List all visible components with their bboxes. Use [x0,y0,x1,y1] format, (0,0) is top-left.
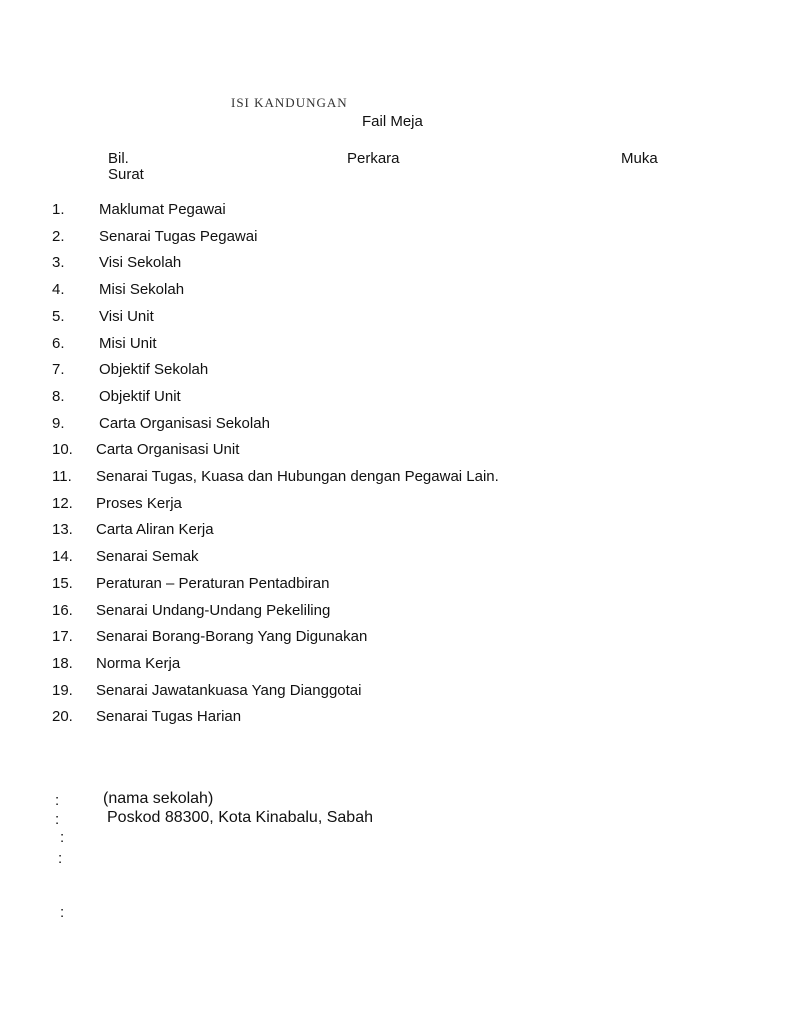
item-label: Objektif Sekolah [99,361,209,379]
header-surat: Surat [108,166,144,183]
item-label: Maklumat Pegawai [99,201,226,218]
item-label: Senarai Jawatankuasa Yang Dianggotai [96,681,362,699]
item-label: Visi Sekolah [99,254,182,272]
address-colon: : [55,792,60,809]
item-label: Objektif Unit [99,387,181,405]
list-item [0,602,791,622]
item-number: 8. [52,387,65,405]
item-label: Proses Kerja [96,494,182,512]
item-number: 19. [52,681,73,699]
item-number: 1. [52,201,65,218]
document-subtitle: Fail Meja [362,113,423,130]
item-number: 12. [52,494,73,512]
item-number: 18. [52,654,73,672]
address-colon: : [60,904,65,921]
item-label: Senarai Tugas Pegawai [99,227,258,245]
item-number: 11. [52,468,72,485]
item-number: 16. [52,601,73,619]
address-colon: : [60,829,65,846]
item-number: 2. [52,227,65,245]
address-colon: : [55,811,60,828]
item-label: Senarai Tugas Harian [96,708,242,726]
header-muka: Muka [621,150,658,167]
item-label: Visi Unit [99,307,154,325]
item-label: Misi Unit [99,334,157,352]
item-label: Senarai Undang-Undang Pekeliling [96,601,331,619]
item-label: Senarai Tugas, Kuasa dan Hubungan dengan Pegawai Lain. [96,468,499,485]
list-item [0,441,791,461]
item-number: 10. [52,441,73,459]
item-number: 14. [52,548,73,566]
list-item [0,575,791,595]
list-item [0,468,791,488]
item-number: 6. [52,334,65,352]
list-item [0,521,791,541]
list-item [0,388,791,408]
list-item [0,361,791,381]
item-label: Carta Aliran Kerja [96,521,214,539]
list-item [0,548,791,568]
item-number: 13. [52,521,73,539]
list-item [0,335,791,355]
item-label: Senarai Semak [96,548,199,566]
list-item [0,254,791,274]
list-item [0,655,791,675]
header-perkara: Perkara [347,150,400,167]
list-item [0,495,791,515]
header-bil: Bil. [108,150,129,167]
item-number: 15. [52,574,73,592]
item-number: 17. [52,628,73,646]
item-number: 3. [52,254,65,272]
postcode-line: Poskod 88300, Kota Kinabalu, Sabah [107,809,373,826]
list-item [0,228,791,248]
school-name: (nama sekolah) [103,790,214,807]
item-number: 7. [52,361,65,379]
list-item [0,308,791,328]
list-item [0,281,791,301]
item-number: 4. [52,281,65,299]
item-label: Carta Organisasi Unit [96,441,240,459]
item-label: Senarai Borang-Borang Yang Digunakan [96,628,368,646]
item-number: 20. [52,708,73,726]
item-number: 9. [52,414,65,432]
list-item [0,628,791,648]
list-item [0,682,791,702]
list-item [0,708,791,728]
address-colon: : [58,850,63,867]
list-item [0,201,791,221]
item-label: Norma Kerja [96,654,181,672]
item-number: 5. [52,307,65,325]
item-label: Misi Sekolah [99,281,185,299]
list-item [0,415,791,435]
item-label: Carta Organisasi Sekolah [99,414,270,432]
item-label: Peraturan – Peraturan Pentadbiran [96,574,330,592]
document-title: ISI KANDUNGAN [231,95,348,110]
